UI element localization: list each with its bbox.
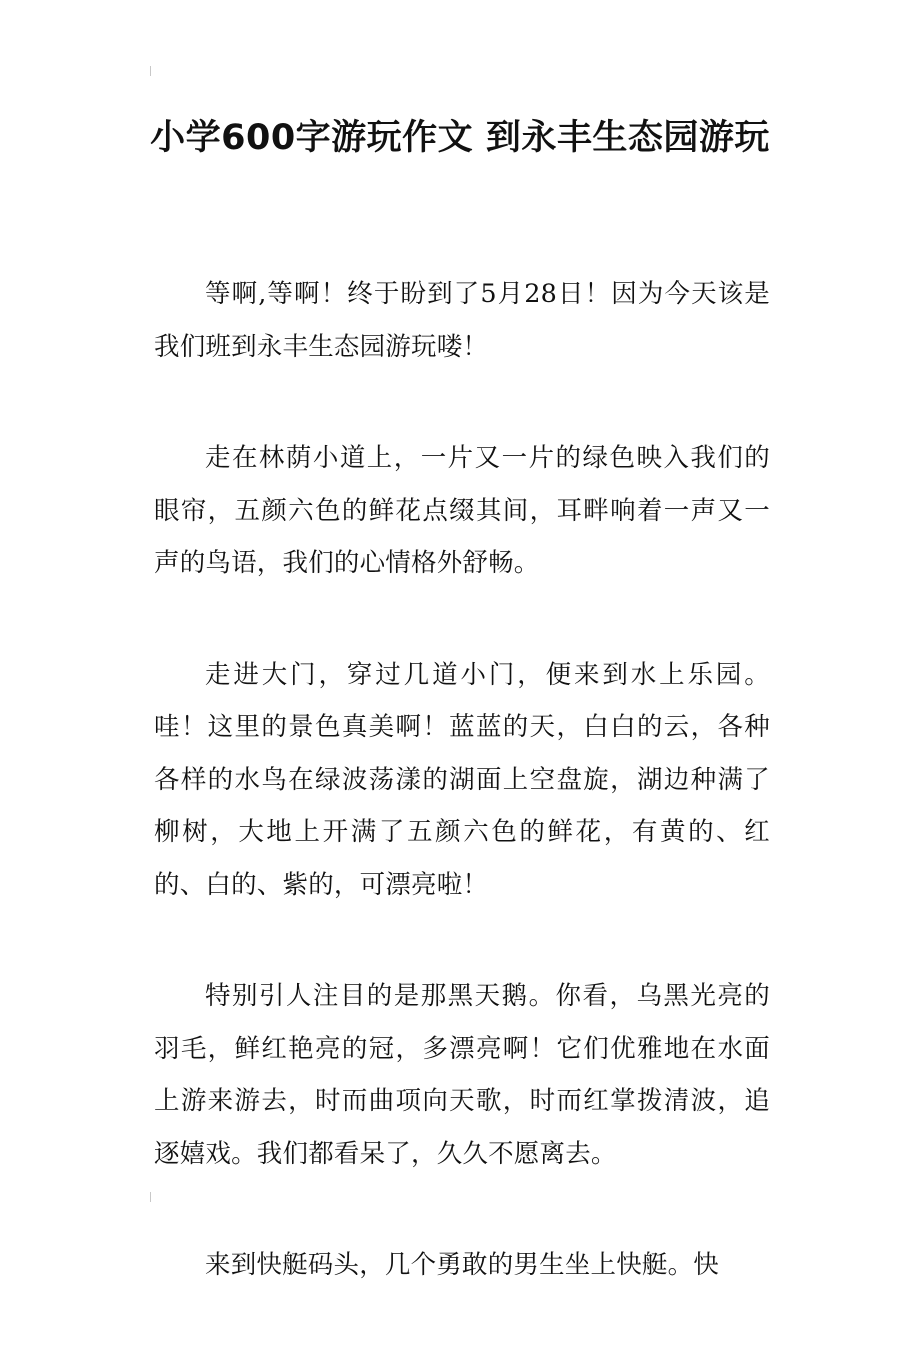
page-corner-mark — [150, 66, 157, 76]
document-body — [154, 268, 770, 1351]
paragraph: 等啊,等啊！终于盼到了5月28日！因为今天该是我们班到永丰生态园游玩喽！ — [154, 279, 770, 362]
paragraph: 来到快艇码头，几个勇敢的男生坐上快艇。快 — [205, 1250, 720, 1280]
document-title: 小学600字游玩作文 到永丰生态园游玩 — [150, 118, 770, 158]
paragraph: 特别引人注目的是那黑天鹅。你看，乌黑光亮的羽毛，鲜红艳亮的冠，多漂亮啊！它们优雅地在水面上游来游去，时而曲项向天歌，时而红掌拨清波，追逐嬉戏。我们都看呆了，久久不愿离去。 — [154, 981, 770, 1169]
paragraph: 走进大门，穿过几道小门，便来到水上乐园。哇！这里的景色真美啊！蓝蓝的天，白白的云，各种各样的水鸟在绿波荡漾的湖面上空盘旋，湖边种满了柳树，大地上开满了五颜六色的鲜花，有黄的、红的、白的、紫的，可漂亮啦！ — [154, 659, 770, 900]
paragraph: 走在林荫小道上，一片又一片的绿色映入我们的眼帘，五颜六色的鲜花点缀其间，耳畔响着一声又一声的鸟语，我们的心情格外舒畅。 — [154, 443, 770, 578]
